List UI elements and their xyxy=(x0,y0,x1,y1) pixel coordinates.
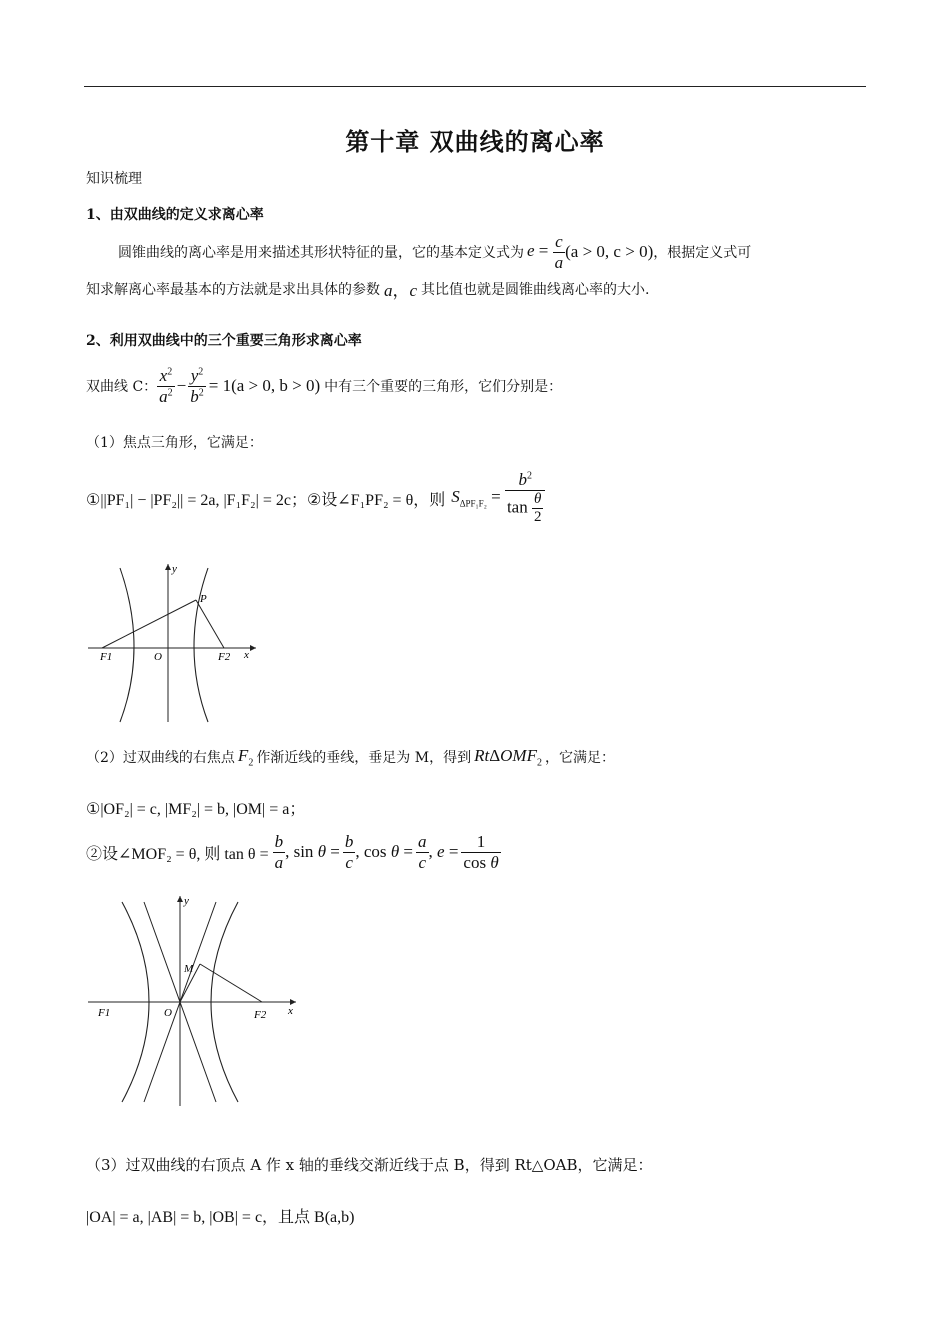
segment-pf1 xyxy=(102,600,196,648)
case2-text-b: 作渐近线的垂线，垂足为 M，得到 xyxy=(256,750,472,767)
params-ac: a，c xyxy=(384,281,418,300)
segment-mf2 xyxy=(200,964,262,1002)
section1-text-d: 其比值也就是圆锥曲线离心率的大小. xyxy=(421,281,650,298)
case1-formula: ①||PF₁| − |PF₂|| = 2a, |F₁F₂| = 2c；②设∠F₁PF₂ = θ，则 xyxy=(86,491,446,509)
label-m: M xyxy=(184,963,194,975)
case3-heading: （3）过双曲线的右顶点 A 作 x 轴的垂线交渐近线于点 B，得到 Rt△OAB，它满足： xyxy=(86,1156,653,1174)
section1-paragraph-line2 xyxy=(86,276,650,301)
y-axis-arrow xyxy=(177,896,183,902)
knowledge-label: 知识梳理 xyxy=(86,171,142,187)
case1-heading: （1）焦点三角形，它满足： xyxy=(86,435,263,451)
section1-text-b: ，根据定义式可 xyxy=(653,245,752,262)
case2-formula2-lead: ②设∠MOF₂ = θ, 则 tan θ = xyxy=(86,845,269,863)
intro-text-b: 中有三个重要的三角形，它们分别是： xyxy=(324,379,563,396)
case2-formula1: ①|OF₂| = c, |MF₂| = b, |OM| = a； xyxy=(86,801,306,818)
case2-text-c: ，它满足： xyxy=(544,750,615,767)
label-y: y xyxy=(184,895,189,907)
right-branch xyxy=(194,568,208,722)
figure2-asymptote-triangle xyxy=(84,892,304,1108)
segment-pf2 xyxy=(196,600,224,648)
hyperbola-equation-line xyxy=(86,366,562,406)
figure1-focal-triangle xyxy=(84,558,264,726)
e-formula: e = $\frac{c}{a}$ xyxy=(527,232,564,272)
header-rule xyxy=(84,86,866,87)
label-x: x xyxy=(244,649,249,661)
c-over-a-fraction: $\frac{c}{a}$ xyxy=(554,232,564,272)
trig-ratios: $\frac{b}{a}$ , sin θ = $\frac{b}{c}$ , cos θ = $\frac{a}{c}$ , e = $\frac{1}{\text{cos θ}}$ xyxy=(274,832,499,872)
page-title: 第十章 双曲线的离心率 xyxy=(345,127,605,156)
case2-text-a: （2）过双曲线的右焦点 xyxy=(86,750,235,767)
label-y: y xyxy=(172,563,177,575)
case1-formula-line xyxy=(86,470,545,526)
label-f1: F1 xyxy=(100,651,113,663)
label-o: O xyxy=(164,1007,172,1019)
label-f2: F2 xyxy=(218,651,231,663)
section1-text-c: 知求解离心率最基本的方法就是求出具体的参数 xyxy=(86,281,380,298)
section1-heading: 1、由双曲线的定义求离心率 xyxy=(86,207,264,223)
rt-triangle-omf2: RtΔOMF$_2$ xyxy=(474,746,542,769)
intro-text-a: 双曲线 C： xyxy=(86,379,158,396)
label-p: P xyxy=(200,593,207,605)
label-x: x xyxy=(288,1005,293,1017)
section1-text-a: 圆锥曲线的离心率是用来描述其形状特征的量，它的基本定义式为 xyxy=(118,245,524,262)
case3-formula: |OA| = a, |AB| = b, |OB| = c，且点 B(a,b) xyxy=(86,1209,355,1226)
label-o: O xyxy=(154,651,162,663)
label-f2: F2 xyxy=(254,1009,267,1021)
e-condition: (a > 0, c > 0) xyxy=(565,242,654,262)
f2-symbol: $F_2$ xyxy=(237,746,254,769)
section1-paragraph-line1 xyxy=(118,232,751,272)
y-axis-arrow xyxy=(165,564,171,570)
left-branch xyxy=(120,568,134,722)
hyperbola-equation: $\frac{x^2}{a^2}$ − $\frac{y^2}{b^2}$ = 1(a > 0, b > 0) xyxy=(159,366,321,406)
triangle-area-formula: $S_{\Delta PF_1F_2}$ = $b^2$ tan $\frac{\theta}{2}$ xyxy=(451,470,545,526)
x-axis-arrow xyxy=(250,645,256,651)
case2-heading xyxy=(86,746,615,768)
case2-formula2-line xyxy=(86,832,501,872)
label-f1: F1 xyxy=(98,1007,111,1019)
section2-heading: 2、利用双曲线中的三个重要三角形求离心率 xyxy=(86,333,362,349)
